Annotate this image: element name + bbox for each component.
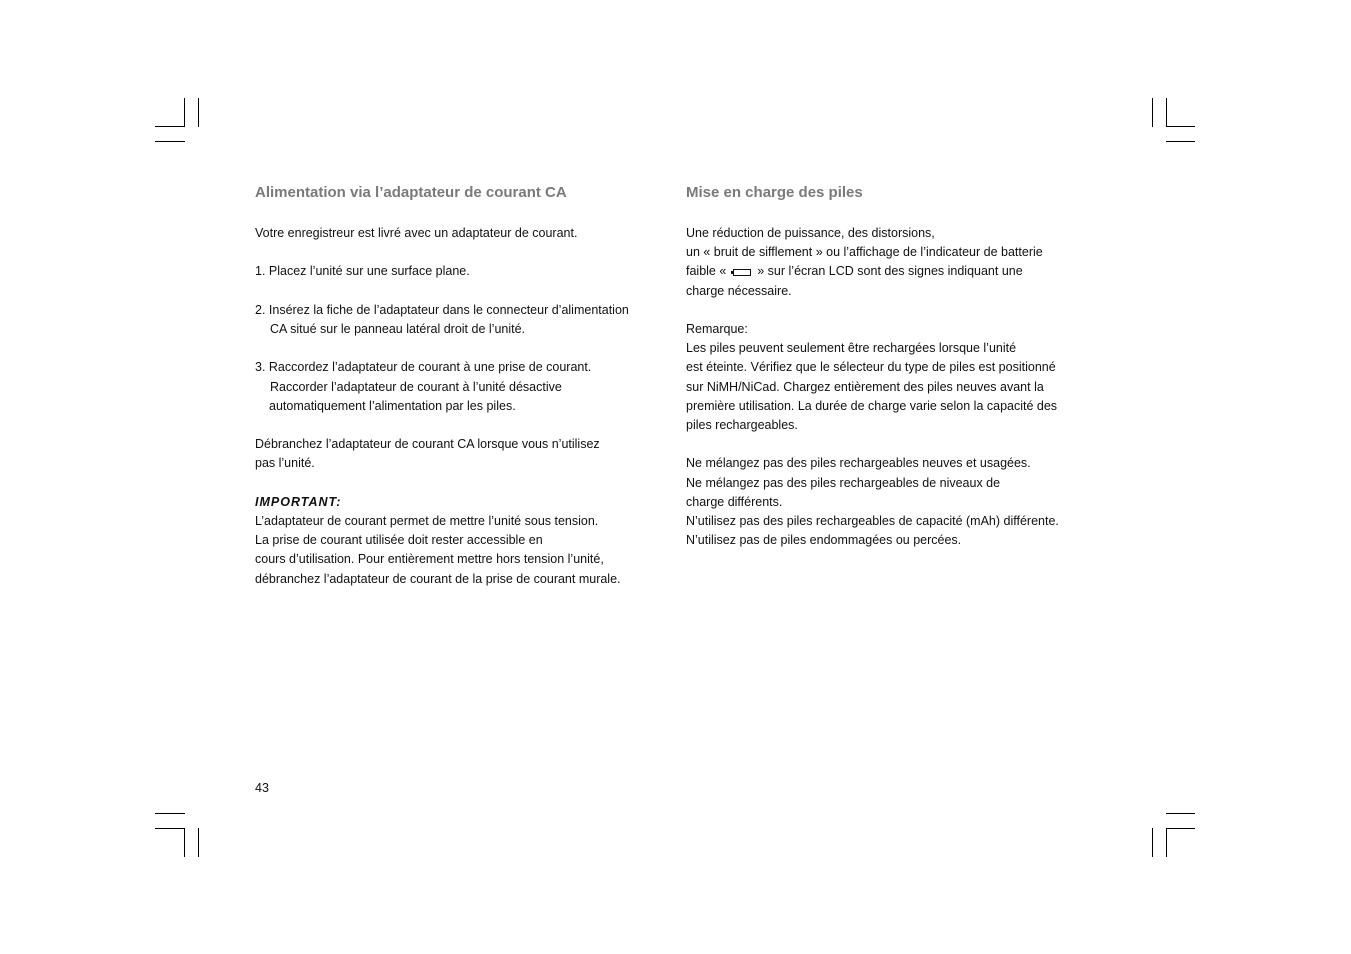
crop-mark xyxy=(1152,98,1153,127)
crop-mark xyxy=(1152,828,1153,857)
crop-mark xyxy=(1166,813,1195,814)
crop-mark xyxy=(184,828,185,857)
note-paragraph: Remarque: Les piles peuvent seulement être rechargées lorsque l’unité est éteinte. Vérifiez que le sélecteur du type de piles est positionné sur NiMH/NiCad. Chargez entièrement des piles neuves avant la première utilisation. La durée de charge varie selon la capacité des piles rechargeables. xyxy=(686,320,1106,435)
important-notice: IMPORTANT: L’adaptateur de courant permet de mettre l’unité sous tension. La prise de courant utilisée doit rester accessible en cours d’utilisation. Pour entièrement mettre hors tension l’unité, débranchez l’adaptateur de courant de la prise de courant murale. xyxy=(255,493,665,589)
step-2: 2. Insérez la fiche de l’adaptateur dans le connecteur d’alimentation CA situé sur le panneau latéral droit de l’unité. xyxy=(255,302,629,336)
crop-mark xyxy=(198,828,199,857)
crop-mark xyxy=(155,126,185,127)
step-3: 3. Raccordez l’adaptateur de courant à une prise de courant. Raccorder l’adaptateur de courant à l’unité désactive automatiquement l’alimentation par les piles. xyxy=(255,360,592,413)
crop-mark xyxy=(155,141,185,142)
warnings-paragraph: Ne mélangez pas des piles rechargeables neuves et usagées. Ne mélangez pas des piles rechargeables de niveaux de charge différents. N’utilisez pas des piles rechargeables de capacité (mAh) différente. N’utilisez pas de piles endommagées ou percées. xyxy=(686,456,1059,548)
crop-mark xyxy=(198,98,199,127)
crop-mark xyxy=(1166,828,1167,857)
page-number: 43 xyxy=(255,781,269,795)
crop-mark xyxy=(1166,98,1167,127)
intro-paragraph: Votre enregistreur est livré avec un adaptateur de courant. xyxy=(255,226,578,240)
unplug-paragraph: Débranchez l’adaptateur de courant CA lorsque vous n’utilisez pas l’unité. xyxy=(255,437,600,471)
battery-low-icon xyxy=(733,269,751,276)
section-title-battery-charging: Mise en charge des piles xyxy=(686,184,863,201)
left-column xyxy=(255,183,665,608)
important-label: IMPORTANT: xyxy=(255,494,342,509)
section-title-ac-adapter: Alimentation via l’adaptateur de courant CA xyxy=(255,184,567,201)
crop-mark xyxy=(155,813,185,814)
crop-mark xyxy=(184,98,185,127)
note-label: Remarque: xyxy=(686,322,748,336)
step-1: 1. Placez l’unité sur une surface plane. xyxy=(255,264,470,279)
crop-mark xyxy=(155,828,185,829)
crop-mark xyxy=(1166,126,1195,127)
crop-mark xyxy=(1166,141,1195,142)
charging-signs-paragraph: Une réduction de puissance, des distorsions, un « bruit de sifflement » ou l’affichage de l’indicateur de batterie faible « » sur l’écran LCD sont des signes indiquant une charge nécessaire. xyxy=(686,226,1043,298)
crop-mark xyxy=(1166,828,1195,829)
right-column xyxy=(686,183,1106,570)
